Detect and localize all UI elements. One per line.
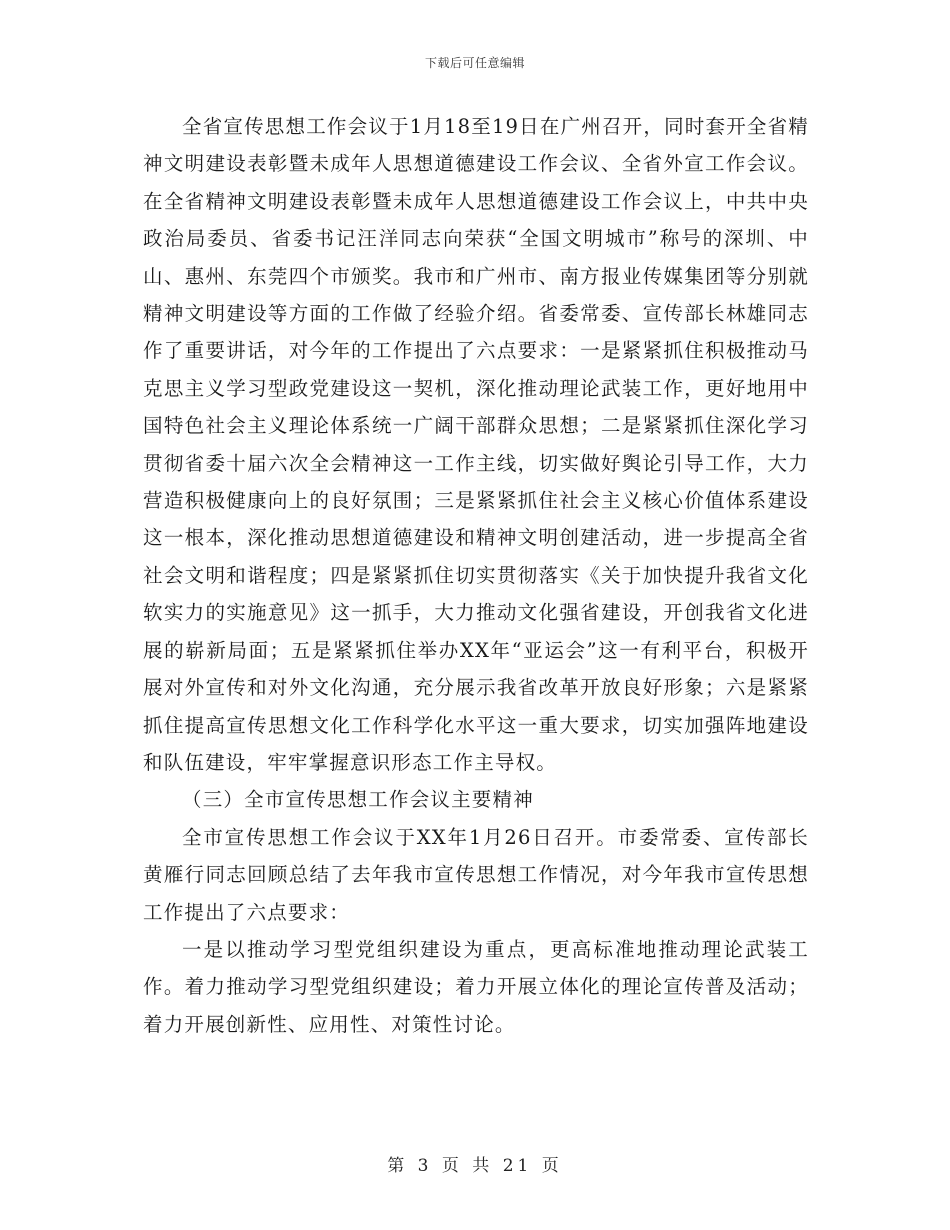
section-heading-city-meeting: （三）全市宣传思想工作会议主要精神 <box>182 788 534 812</box>
page-header: 下载后可任意编辑 <box>424 56 525 70</box>
document-body <box>143 108 809 1043</box>
paragraph-provincial-meeting: 全省宣传思想工作会议于1月18至19日在广州召开，同时套开全省精神文明建设表彰暨未成年人思想道德建设工作会议、全省外宣工作会议。在全省精神文明建设表彰暨未成年人思想道德建设工作会议上，中共中央政治局委员、省委书记汪洋同志向荣获“全国文明城市”称号的深圳、中山、惠州、东莞四个市颁奖。我市和广州市、南方报业传媒集团等分别就精神文明建设等方面的工作做了经验介绍。省委常委、宣传部长林雄同志作了重要讲话，对今年的工作提出了六点要求：一是紧紧抓住积极推动马克思主义学习型政党建设这一契机，深化推动理论武装工作，更好地用中国特色社会主义理论体系统一广阔干部群众思想；二是紧紧抓住深化学习贯彻省委十届六次全会精神这一工作主线，切实做好舆论引导工作，大力营造积极健康向上的良好氛围；三是紧紧抓住社会主义核心价值体系建设这一根本，深化推动思想道德建设和精神文明创建活动，进一步提高全省社会文明和谐程度；四是紧紧抓住切实贯彻落实《关于加快提升我省文化软实力的实施意见》这一抓手，大力推动文化强省建设，开创我省文化进展的崭新局面；五是紧紧抓住举办XX年“亚运会”这一有利平台，积极开展对外宣传和对外文化沟通，充分展示我省改革开放良好形象；六是紧紧抓住提高宣传思想文化工作科学化水平这一重大要求，切实加强阵地建设和队伍建设，牢牢掌握意识形态工作主导权。 <box>143 115 809 774</box>
page-number-footer: 第 3 页 共 21 页 <box>387 1156 563 1176</box>
paragraph-city-meeting: 全市宣传思想工作会议于XX年1月26日召开。市委常委、宣传部长黄雁行同志回顾总结了去年我市宣传思想工作情况，对今年我市宣传思想工作提出了六点要求： <box>143 825 809 924</box>
paragraph-requirement-one: 一是以推动学习型党组织建设为重点，更高标准地推动理论武装工作。着力推动学习型党组织建设；着力开展立体化的理论宣传普及活动；着力开展创新性、应用性、对策性讨论。 <box>143 937 809 1036</box>
